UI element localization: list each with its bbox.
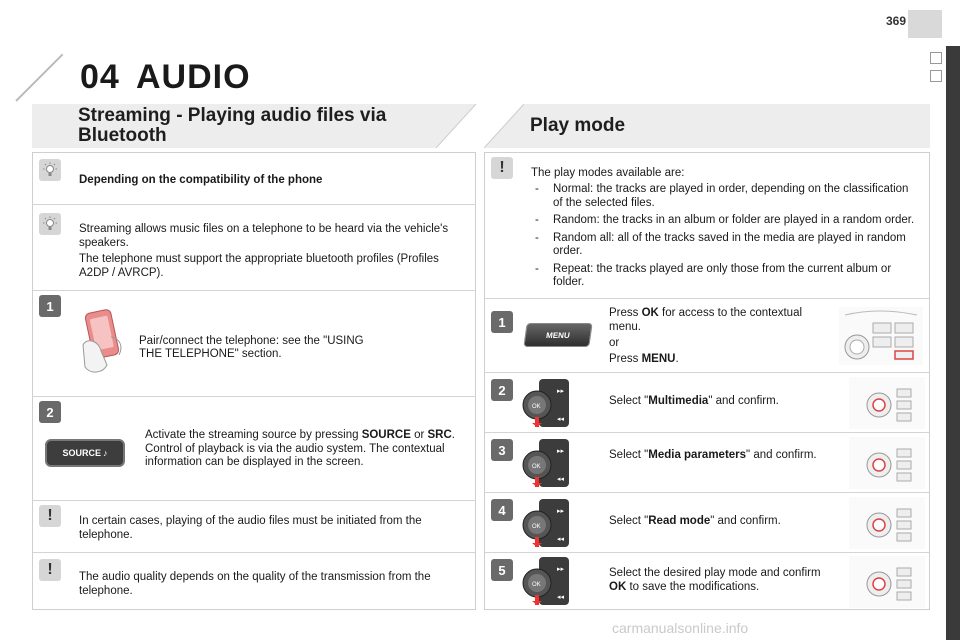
right-step-1-row — [485, 299, 929, 373]
step-text-pre: Select " — [609, 515, 649, 527]
right-step-5-text — [609, 567, 839, 594]
dash: - — [535, 262, 539, 275]
step-text-post: " and confirm. — [708, 395, 779, 407]
ok-knob-picture — [519, 379, 575, 427]
console-menu-picture — [839, 307, 923, 365]
step-text-pre: Press — [609, 353, 642, 365]
step-number-badge: 1 — [491, 311, 513, 333]
play-mode-item — [531, 232, 917, 259]
warning-row-1 — [33, 501, 475, 553]
right-step-1-text — [609, 307, 829, 334]
play-mode-random-all: Random all: all of the tracks saved in the media are played in random order. — [553, 231, 906, 257]
play-mode-item — [531, 263, 917, 290]
play-mode-item — [531, 214, 917, 228]
dash: - — [535, 214, 539, 226]
corner-tab — [908, 10, 942, 38]
step-text-post: for access to the contextual menu. — [609, 307, 803, 333]
play-mode-random: Random: the tracks in an album or folder are played in a random order. — [553, 214, 915, 226]
warning-icon: ! — [39, 559, 61, 581]
side-box-top — [930, 52, 942, 64]
step-1-text-line1: Pair/connect the telephone: see the "USING — [139, 335, 364, 347]
compat-row — [33, 153, 475, 205]
warning-text-2: The audio quality depends on the quality of the transmission from the telephone. — [79, 571, 431, 597]
ok-label: OK — [532, 404, 541, 410]
step-text-pre: Press — [609, 307, 642, 319]
step-1-row — [33, 291, 475, 397]
svg-text:OK: OK — [532, 464, 541, 470]
warning-icon: ! — [39, 505, 61, 527]
step-number-badge: 3 — [491, 439, 513, 461]
step-text-post: " and confirm. — [710, 515, 781, 527]
right-step-1-or: or — [609, 337, 620, 349]
read-mode-keyword: Read mode — [648, 515, 711, 527]
right-step-4-row — [485, 493, 929, 553]
play-modes-list — [531, 183, 917, 290]
step-2-row — [33, 397, 475, 501]
right-section-title: Play mode — [530, 115, 626, 136]
dash: - — [535, 231, 539, 244]
svg-text:◂◂: ◂◂ — [557, 594, 565, 601]
left-panel — [32, 152, 476, 610]
step-2-source-keyword: SOURCE — [361, 429, 411, 441]
right-step-5-row — [485, 553, 929, 611]
lightbulb-icon — [39, 159, 61, 181]
ok-keyword: OK — [641, 307, 659, 319]
console-ok-picture — [849, 556, 925, 608]
svg-text:◂◂: ◂◂ — [557, 536, 565, 543]
svg-text:▸▸: ▸▸ — [557, 566, 565, 573]
phone-in-hand-icon — [77, 307, 137, 379]
page-number: 369 — [885, 14, 906, 28]
right-step-2-row — [485, 373, 929, 433]
ok-knob-picture — [519, 439, 575, 487]
side-bar — [946, 46, 960, 640]
chapter-number: 04 — [80, 58, 120, 96]
streaming-paragraph-2: The telephone must support the appropriate bluetooth profiles (Profiles A2DP / AVRCP). — [79, 253, 439, 279]
console-ok-picture — [849, 437, 925, 489]
step-2-text — [145, 429, 465, 470]
step-text-pre: Select " — [609, 395, 649, 407]
left-section-title-line2: Bluetooth — [78, 125, 167, 146]
svg-text:▸▸: ▸▸ — [557, 388, 565, 395]
right-step-3-text — [609, 449, 829, 463]
step-number-badge: 5 — [491, 559, 513, 581]
warning-text-1: In certain cases, playing of the audio files must be initiated from the telephone. — [79, 515, 422, 541]
menu-button-label: MENU — [545, 330, 571, 340]
step-1-text-line2: THE TELEPHONE" section. — [139, 348, 282, 360]
svg-text:OK: OK — [532, 524, 541, 530]
svg-text:OK: OK — [532, 582, 541, 588]
step-text-post: . — [675, 353, 679, 365]
console-ok-picture — [849, 497, 925, 549]
warning-icon: ! — [491, 157, 513, 179]
multimedia-keyword: Multimedia — [648, 395, 709, 407]
compat-note: Depending on the compatibility of the phone — [79, 174, 323, 186]
lightbulb-icon — [39, 213, 61, 235]
right-step-1-press-menu — [609, 353, 679, 367]
svg-text:◂◂: ◂◂ — [557, 416, 565, 423]
right-step-4-text — [609, 515, 829, 529]
play-mode-item — [531, 183, 917, 210]
svg-text:▸▸: ▸▸ — [557, 448, 565, 455]
step-2-text-pre: Activate the streaming source by pressing — [145, 429, 362, 441]
chapter-title: AUDIO — [136, 58, 251, 96]
menu-button[interactable] — [523, 323, 592, 347]
step-text-post: " and confirm. — [746, 449, 817, 461]
source-button-label: SOURCE — [62, 448, 101, 458]
right-panel — [484, 152, 930, 610]
streaming-info-row — [33, 205, 475, 291]
step-number-badge: 2 — [491, 379, 513, 401]
play-modes-row — [485, 153, 929, 299]
step-text-pre: Select the desired play mode and confirm — [609, 567, 821, 579]
streaming-paragraph-1: Streaming allows music files on a telephone to be heard via the vehicle's speakers. — [79, 223, 449, 249]
watermark: carmanualsonline.info — [612, 620, 749, 636]
step-text-post: to save the modifications. — [626, 580, 760, 593]
header-corner-graphic — [436, 104, 476, 148]
step-2-text-post: . Control of playback is via the audio system. The contextual information can be displayed in the screen. — [145, 429, 455, 468]
step-number-badge: 4 — [491, 499, 513, 521]
ok-keyword: OK — [609, 580, 627, 593]
ok-knob-picture — [519, 499, 575, 547]
play-modes-intro: The play modes available are: — [531, 167, 685, 179]
ok-knob-picture — [519, 557, 575, 605]
step-number-badge: 2 — [39, 401, 61, 423]
header-corner-graphic — [484, 104, 524, 148]
svg-text:▸▸: ▸▸ — [557, 508, 565, 515]
note-icon: ♪ — [103, 448, 108, 458]
warning-row-2 — [33, 553, 475, 611]
right-step-3-row — [485, 433, 929, 493]
play-mode-repeat: Repeat: the tracks played are only those from the current album or folder. — [553, 262, 892, 288]
media-parameters-keyword: Media parameters — [648, 449, 747, 461]
play-mode-normal: Normal: the tracks are played in order, depending on the classification of the selected files. — [553, 183, 909, 209]
source-button[interactable] — [45, 439, 125, 467]
svg-text:◂◂: ◂◂ — [557, 476, 565, 483]
left-section-title-line1: Streaming - Playing audio files via — [78, 105, 387, 126]
step-number-badge: 1 — [39, 295, 61, 317]
side-box-bottom — [930, 70, 942, 82]
right-step-2-text — [609, 395, 829, 409]
step-2-text-mid: or — [410, 429, 428, 441]
chapter-line-diagonal — [15, 54, 63, 102]
step-text-pre: Select " — [609, 449, 649, 461]
menu-keyword: MENU — [641, 353, 676, 365]
step-2-src-keyword: SRC — [427, 429, 452, 441]
dash: - — [535, 183, 539, 195]
console-ok-picture — [849, 377, 925, 429]
